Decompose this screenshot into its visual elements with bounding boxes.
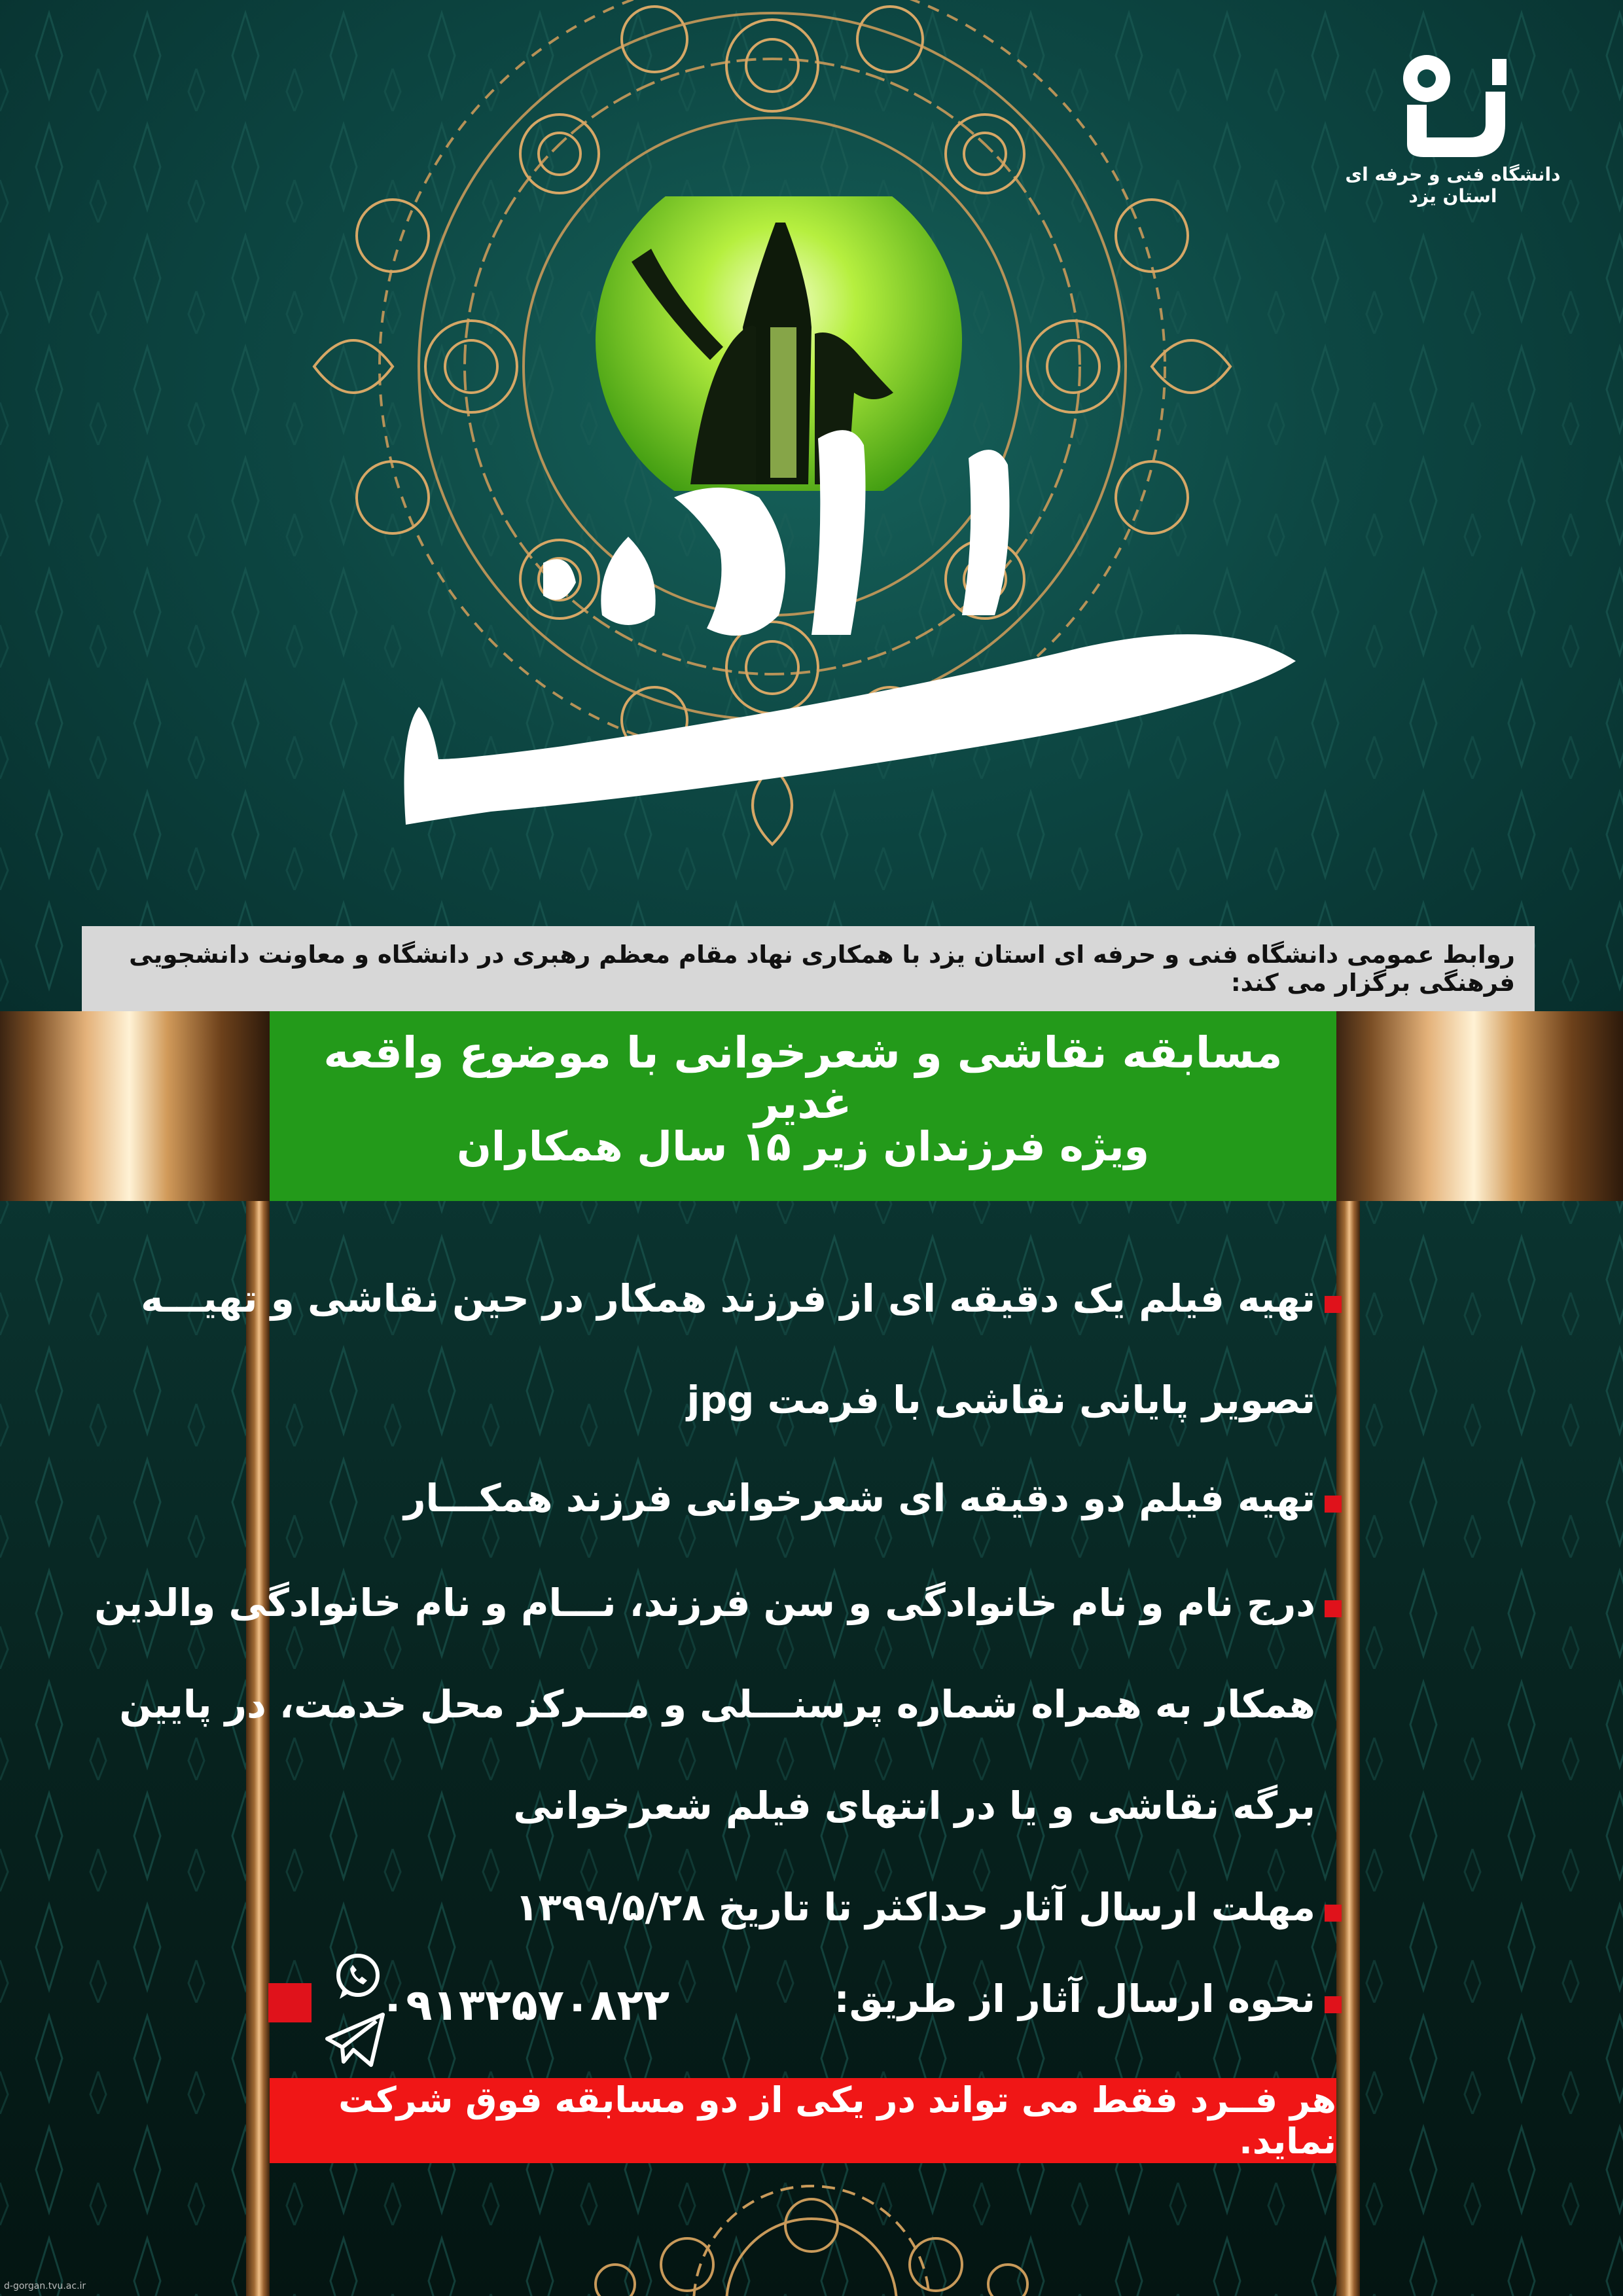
rule-bullet [1325,1600,1342,1617]
rule-line-4: درج نام و نام خانوادگی و سن فرزند، نـــام و نام خانوادگی والدین [94,1581,1315,1625]
university-logo-icon [1394,46,1525,164]
logo-caption: دانشگاه فنی و حرفه ای استان یزد [1345,164,1561,207]
competition-title: مسابقه نقاشی و شعرخوانی با موضوع واقعه غدیر [323,1028,1283,1128]
intro-banner: روابط عمومی دانشگاه فنی و حرفه ای استان یزد با همکاری نهاد مقام معظم رهبری در دانشگاه و معاونت دانشجویی فرهنگی برگزار می کند: [82,926,1535,1011]
rule-bullet [1325,1496,1342,1513]
left-gold-pillar [0,1011,270,1201]
whatsapp-icon [330,1950,383,2003]
competition-title-box [270,1011,1336,1201]
rule-bullet [1325,1296,1342,1313]
ya-ali-calligraphy [393,419,1492,825]
rule-bullet [1325,1905,1342,1922]
left-gold-strip [246,1201,270,2296]
competition-subtitle: ویژه فرزندان زیر ۱۵ سال همکاران [456,1122,1150,1170]
rule-line-6: برگه نقاشی و یا در انتهای فیلم شعرخوانی [513,1784,1315,1828]
rule-line-3: تهیه فیلم دو دقیقه ای شعرخوانی فرزند همکـــار [404,1476,1315,1520]
rule-line-1: تهیه فیلم یک دقیقه ای از فرزند همکار در حین نقاشی و تهیـــه [141,1276,1315,1321]
deadline-line: مهلت ارسال آثار حداکثر تا تاریخ ۱۳۹۹/۵/۲۸ [515,1885,1315,1929]
right-gold-pillar [1336,1011,1623,1201]
submission-method-line: نحوه ارسال آثار از طریق: [834,1977,1315,2021]
site-watermark: d-gorgan.tvu.ac.ir [4,2281,86,2291]
warning-banner: هر فــرد فقط می تواند در یکی از دو مسابقه فوق شرکت نماید. [270,2078,1336,2163]
contact-phone: ۰۹۱۳۲۵۷۰۸۲۲ [380,1980,670,2030]
bottom-filigree-ornament [556,2173,1067,2296]
right-gold-strip [1336,1201,1360,2296]
rule-line-2: تصویر پایانی نقاشی با فرمت jpg [687,1378,1315,1422]
telegram-icon [324,2009,386,2068]
rule-bullet [1325,1996,1342,2013]
contact-bullet [268,1983,312,2022]
rule-line-5: همکار به همراه شماره پرسنـــلی و مـــرکز محل خدمت، در پایین [119,1682,1315,1727]
